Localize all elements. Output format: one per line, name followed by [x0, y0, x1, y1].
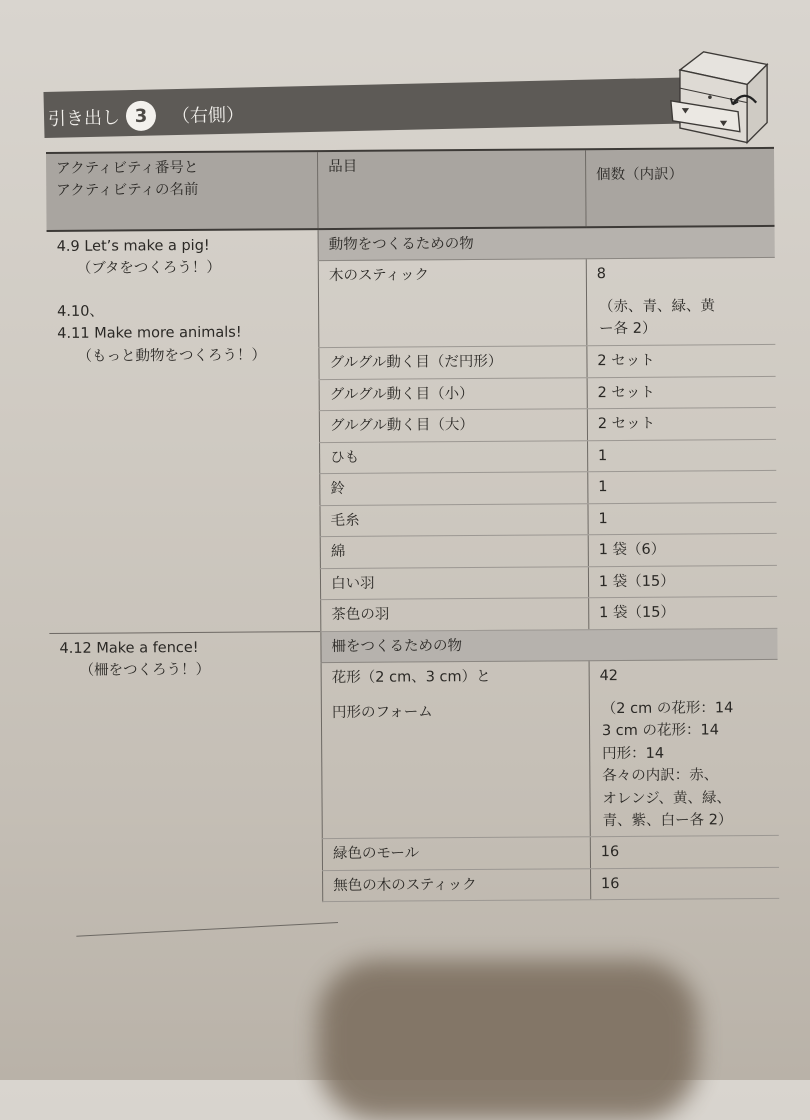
item-qty: 1	[588, 502, 777, 535]
drawer-number-badge: 3	[126, 101, 157, 132]
item-name: 茶色の羽	[321, 598, 589, 631]
item-name: 緑色のモール	[322, 837, 590, 870]
header-activity	[46, 151, 318, 231]
item-qty: 16	[590, 867, 779, 900]
item-qty-detail: （2 cm の花形：14 3 cm の花形：14 円形：14 各々の内訳：赤、 オレンジ、黄、緑、 青、紫、白ー各 2）	[601, 699, 734, 830]
activity-title: 4.10、	[57, 303, 104, 320]
header-activity-line2: アクティビティの名前	[56, 182, 199, 200]
drawer-side-label: （右側）	[171, 104, 245, 128]
activity-cell	[49, 631, 322, 904]
item-name	[321, 661, 590, 839]
item-name: 毛糸	[320, 504, 588, 537]
activity-title: 4.11 Make more animals!	[57, 325, 242, 343]
activity-title: 4.9 Let’s make a pig!	[56, 237, 210, 255]
header-qty: 個数（内訳）	[585, 148, 774, 227]
supply-table	[46, 147, 779, 904]
item-name: 木のスティック	[318, 259, 586, 348]
item-name: ひも	[320, 441, 588, 474]
group-label: 動物をつくるための物	[318, 226, 775, 261]
table-group-row	[49, 628, 777, 665]
item-qty-value: 8	[596, 266, 607, 283]
item-name: 鈴	[320, 472, 588, 505]
item-qty: 1	[588, 471, 777, 504]
header-item: 品目	[318, 149, 586, 229]
item-qty	[589, 660, 779, 838]
item-name: グルグル動く目（小）	[319, 378, 587, 411]
activity-title-jp: （柵をつくろう！）	[79, 662, 211, 679]
item-name-line2: 円形のフォーム	[331, 703, 433, 721]
activity-title-jp: （ブタをつくろう！）	[76, 260, 221, 278]
item-name: 無色の木のスティック	[323, 869, 591, 902]
item-qty: 1 袋（6）	[588, 534, 777, 567]
item-qty: 1 袋（15）	[588, 565, 777, 598]
item-name: 白い羽	[320, 566, 588, 599]
activity-title-jp: （もっと動物をつくろう！）	[77, 347, 266, 365]
drawer-cabinet-icon	[660, 44, 778, 154]
item-qty: 16	[590, 836, 779, 869]
item-name: グルグル動く目（だ円形）	[319, 346, 587, 379]
item-qty-detail: （赤、青、緑、黄 ー各 2）	[598, 298, 716, 338]
phone-shadow	[318, 960, 698, 1120]
item-qty	[586, 258, 775, 346]
item-qty: 1 袋（15）	[589, 597, 778, 630]
item-qty: 2 セット	[587, 376, 776, 409]
header-activity-line1: アクティビティ番号と	[56, 159, 199, 177]
item-qty: 1	[587, 439, 776, 472]
activity-cell	[47, 229, 321, 633]
drawer-label: 引き出し	[47, 107, 121, 130]
item-name-line1: 花形（2 cm、3 cm）と	[331, 669, 491, 687]
item-qty: 2 セット	[587, 408, 776, 441]
item-qty-value: 42	[599, 668, 619, 685]
group-label: 柵をつくるための物	[321, 628, 778, 663]
item-name: 綿	[320, 535, 588, 568]
table-bottom-rule	[76, 922, 338, 937]
table-header-row	[46, 148, 775, 231]
section-header	[48, 94, 245, 138]
item-name: グルグル動く目（大）	[319, 409, 587, 442]
item-qty: 2 セット	[587, 345, 776, 378]
activity-title: 4.12 Make a fence!	[59, 639, 199, 657]
table-group-row	[47, 226, 775, 263]
